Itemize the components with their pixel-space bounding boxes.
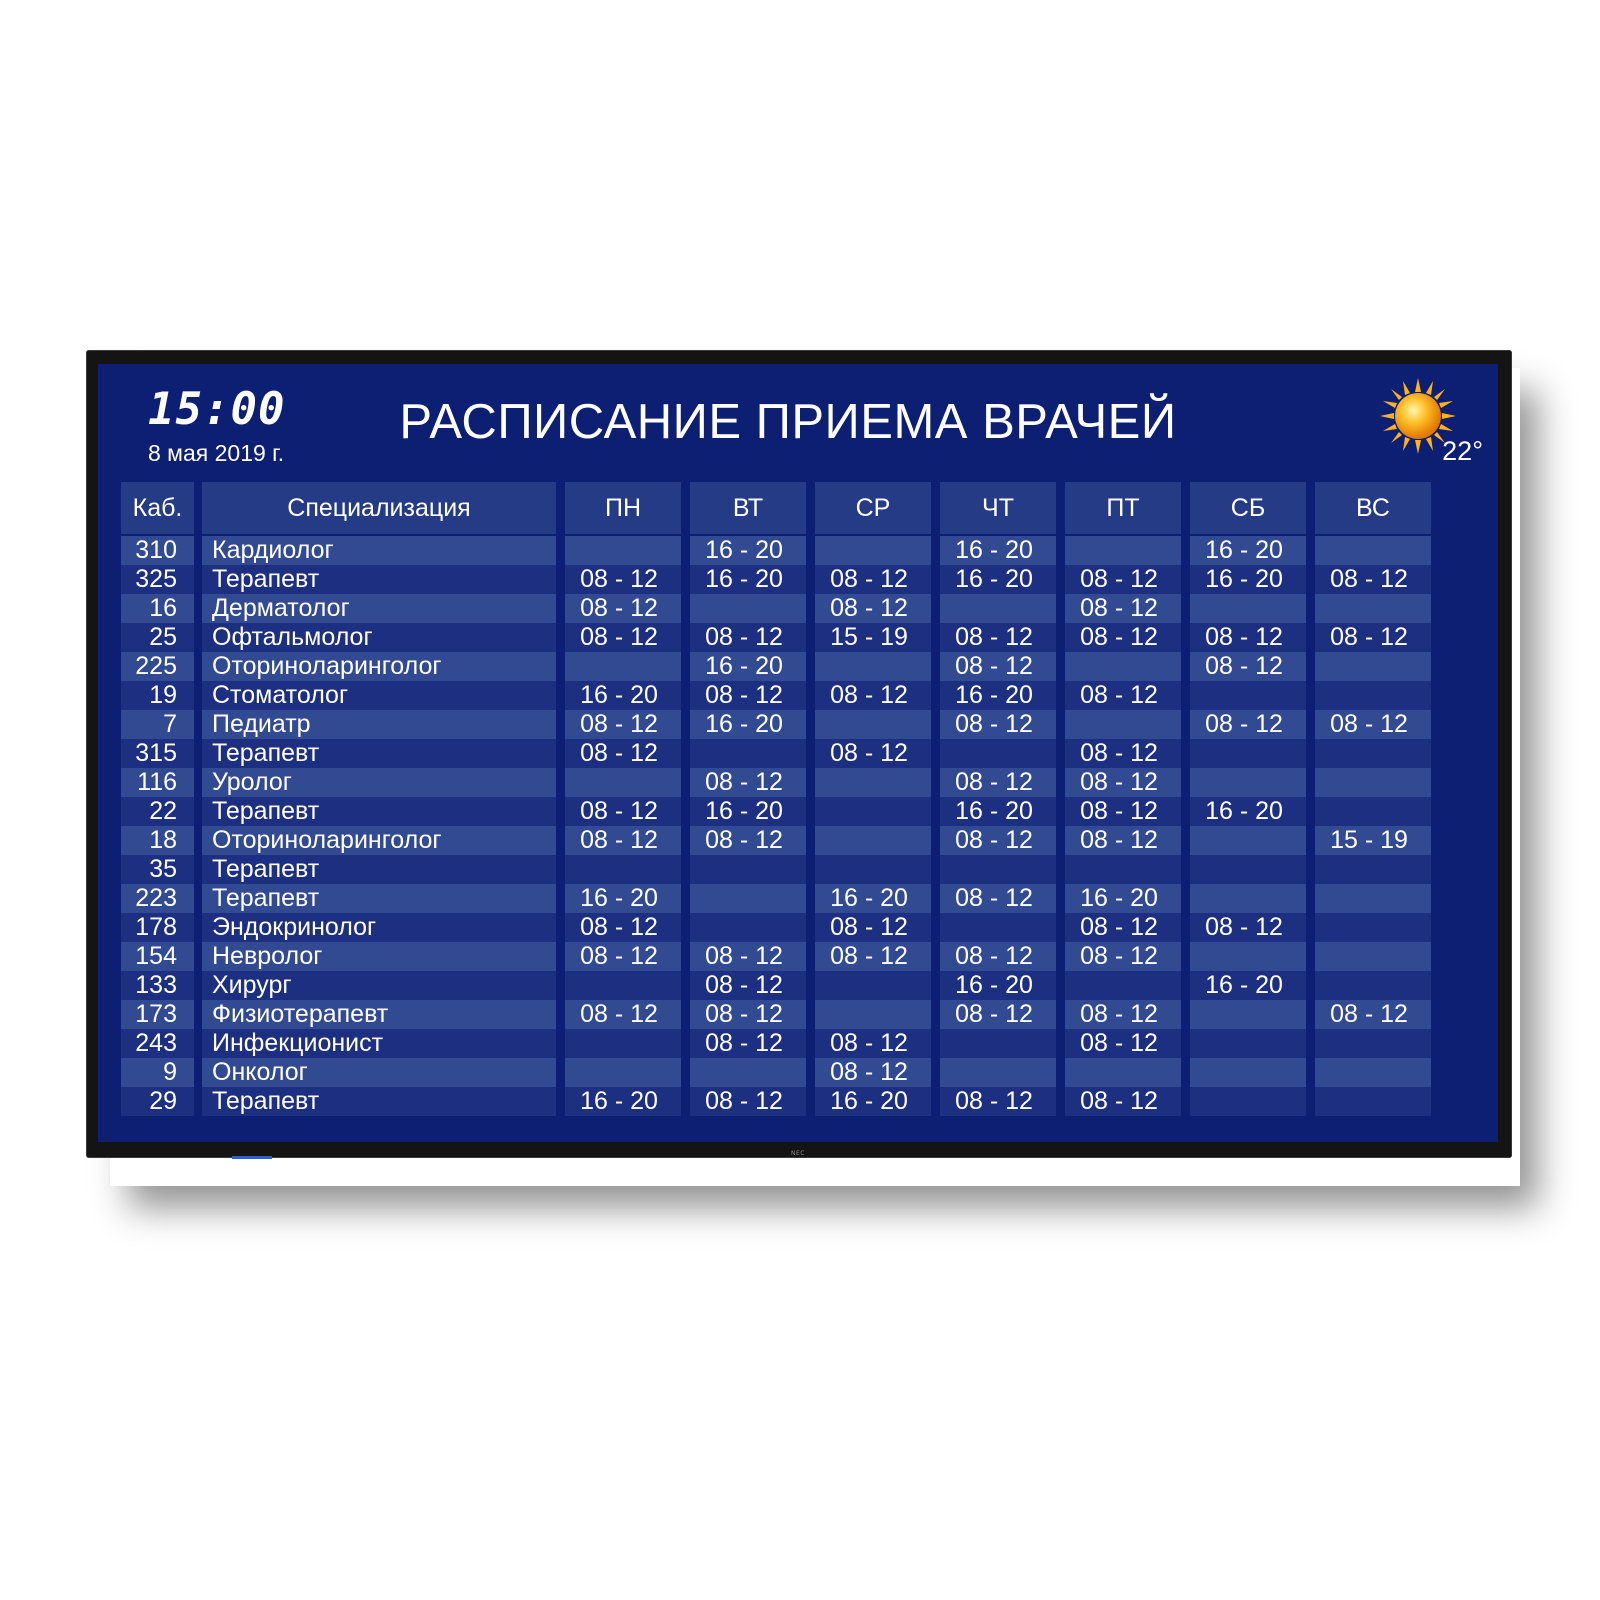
hours-sun: 08 - 12 xyxy=(1315,710,1431,739)
hours-tue xyxy=(690,855,806,884)
room-number: 22 xyxy=(121,797,194,826)
hours-wed xyxy=(815,855,931,884)
hours-wed: 08 - 12 xyxy=(815,565,931,594)
hours-sun xyxy=(1315,913,1431,942)
hours-tue: 08 - 12 xyxy=(690,1087,806,1116)
hours-wed: 15 - 19 xyxy=(815,623,931,652)
tv-power-indicator xyxy=(232,1156,272,1159)
hours-mon: 08 - 12 xyxy=(565,942,681,971)
hours-wed: 08 - 12 xyxy=(815,942,931,971)
clock: 15:00 xyxy=(148,384,286,435)
hours-tue: 08 - 12 xyxy=(690,971,806,1000)
specialization: Дерматолог xyxy=(202,594,556,623)
room-number: 19 xyxy=(121,681,194,710)
specialization: Терапевт xyxy=(202,739,556,768)
hours-mon: 16 - 20 xyxy=(565,1087,681,1116)
hours-thu xyxy=(940,913,1056,942)
hours-tue: 16 - 20 xyxy=(690,710,806,739)
specialization: Терапевт xyxy=(202,1087,556,1116)
hours-sun xyxy=(1315,594,1431,623)
room-number: 18 xyxy=(121,826,194,855)
hours-sat: 16 - 20 xyxy=(1190,971,1306,1000)
hours-sat: 08 - 12 xyxy=(1190,710,1306,739)
column-header-thu: ЧТ xyxy=(940,482,1056,534)
hours-thu xyxy=(940,739,1056,768)
hours-wed: 08 - 12 xyxy=(815,913,931,942)
hours-fri xyxy=(1065,971,1181,1000)
hours-fri xyxy=(1065,1058,1181,1087)
hours-sat xyxy=(1190,1058,1306,1087)
hours-wed xyxy=(815,971,931,1000)
hours-fri: 08 - 12 xyxy=(1065,681,1181,710)
column-header-room: Каб. xyxy=(121,482,194,534)
column-header-mon: ПН xyxy=(565,482,681,534)
hours-thu: 16 - 20 xyxy=(940,536,1056,565)
hours-thu: 08 - 12 xyxy=(940,884,1056,913)
hours-wed: 08 - 12 xyxy=(815,681,931,710)
hours-thu: 08 - 12 xyxy=(940,942,1056,971)
hours-mon xyxy=(565,1058,681,1087)
specialization: Эндокринолог xyxy=(202,913,556,942)
hours-sun xyxy=(1315,855,1431,884)
specialization: Инфекционист xyxy=(202,1029,556,1058)
hours-fri: 16 - 20 xyxy=(1065,884,1181,913)
room-number: 9 xyxy=(121,1058,194,1087)
specialization: Офтальмолог xyxy=(202,623,556,652)
hours-fri xyxy=(1065,855,1181,884)
column-header-sat: СБ xyxy=(1190,482,1306,534)
specialization: Педиатр xyxy=(202,710,556,739)
hours-sun: 08 - 12 xyxy=(1315,1000,1431,1029)
hours-sun xyxy=(1315,1058,1431,1087)
hours-fri: 08 - 12 xyxy=(1065,739,1181,768)
hours-thu: 16 - 20 xyxy=(940,971,1056,1000)
hours-thu: 08 - 12 xyxy=(940,1087,1056,1116)
hours-wed xyxy=(815,826,931,855)
hours-sat xyxy=(1190,739,1306,768)
hours-thu xyxy=(940,594,1056,623)
specialization: Оториноларинголог xyxy=(202,652,556,681)
hours-sat xyxy=(1190,1087,1306,1116)
hours-fri: 08 - 12 xyxy=(1065,1087,1181,1116)
hours-mon: 08 - 12 xyxy=(565,913,681,942)
room-number: 35 xyxy=(121,855,194,884)
hours-sun xyxy=(1315,681,1431,710)
room-number: 116 xyxy=(121,768,194,797)
hours-tue xyxy=(690,913,806,942)
hours-fri: 08 - 12 xyxy=(1065,942,1181,971)
hours-sun xyxy=(1315,768,1431,797)
page-title: РАСПИСАНИЕ ПРИЕМА ВРАЧЕЙ xyxy=(399,395,1177,449)
hours-wed xyxy=(815,768,931,797)
hours-fri: 08 - 12 xyxy=(1065,1000,1181,1029)
column-header-wed: СР xyxy=(815,482,931,534)
hours-mon: 08 - 12 xyxy=(565,710,681,739)
hours-fri: 08 - 12 xyxy=(1065,594,1181,623)
specialization: Невролог xyxy=(202,942,556,971)
room-number: 16 xyxy=(121,594,194,623)
room-number: 29 xyxy=(121,1087,194,1116)
hours-mon: 16 - 20 xyxy=(565,681,681,710)
hours-sat: 16 - 20 xyxy=(1190,797,1306,826)
hours-mon xyxy=(565,536,681,565)
hours-sat: 08 - 12 xyxy=(1190,652,1306,681)
hours-wed xyxy=(815,1000,931,1029)
hours-thu: 08 - 12 xyxy=(940,623,1056,652)
hours-tue: 08 - 12 xyxy=(690,942,806,971)
hours-wed xyxy=(815,652,931,681)
room-number: 243 xyxy=(121,1029,194,1058)
hours-tue: 08 - 12 xyxy=(690,1029,806,1058)
hours-thu: 16 - 20 xyxy=(940,797,1056,826)
specialization: Терапевт xyxy=(202,855,556,884)
hours-sat xyxy=(1190,855,1306,884)
specialization: Терапевт xyxy=(202,565,556,594)
hours-tue: 08 - 12 xyxy=(690,623,806,652)
hours-thu: 16 - 20 xyxy=(940,565,1056,594)
room-number: 133 xyxy=(121,971,194,1000)
hours-mon: 08 - 12 xyxy=(565,739,681,768)
hours-sat: 16 - 20 xyxy=(1190,565,1306,594)
hours-thu: 08 - 12 xyxy=(940,1000,1056,1029)
specialization: Терапевт xyxy=(202,797,556,826)
hours-thu xyxy=(940,1029,1056,1058)
hours-fri: 08 - 12 xyxy=(1065,623,1181,652)
specialization: Физиотерапевт xyxy=(202,1000,556,1029)
hours-sun xyxy=(1315,652,1431,681)
room-number: 25 xyxy=(121,623,194,652)
hours-sun xyxy=(1315,1087,1431,1116)
hours-thu: 08 - 12 xyxy=(940,652,1056,681)
hours-sun xyxy=(1315,942,1431,971)
hours-fri: 08 - 12 xyxy=(1065,768,1181,797)
hours-tue xyxy=(690,884,806,913)
hours-wed xyxy=(815,710,931,739)
hours-tue: 08 - 12 xyxy=(690,768,806,797)
hours-mon: 08 - 12 xyxy=(565,623,681,652)
hours-sat xyxy=(1190,1029,1306,1058)
room-number: 225 xyxy=(121,652,194,681)
hours-tue xyxy=(690,594,806,623)
hours-fri: 08 - 12 xyxy=(1065,826,1181,855)
hours-sun xyxy=(1315,1029,1431,1058)
hours-tue: 16 - 20 xyxy=(690,652,806,681)
specialization: Терапевт xyxy=(202,884,556,913)
hours-sat: 16 - 20 xyxy=(1190,536,1306,565)
hours-mon: 08 - 12 xyxy=(565,594,681,623)
hours-wed xyxy=(815,797,931,826)
hours-sat xyxy=(1190,768,1306,797)
column-header-fri: ПТ xyxy=(1065,482,1181,534)
hours-wed: 16 - 20 xyxy=(815,884,931,913)
hours-wed: 08 - 12 xyxy=(815,1058,931,1087)
column-header-sun: ВС xyxy=(1315,482,1431,534)
hours-mon: 08 - 12 xyxy=(565,826,681,855)
hours-mon xyxy=(565,652,681,681)
hours-mon: 16 - 20 xyxy=(565,884,681,913)
hours-wed: 08 - 12 xyxy=(815,594,931,623)
hours-fri xyxy=(1065,652,1181,681)
room-number: 173 xyxy=(121,1000,194,1029)
hours-tue: 08 - 12 xyxy=(690,1000,806,1029)
hours-mon: 08 - 12 xyxy=(565,565,681,594)
room-number: 223 xyxy=(121,884,194,913)
hours-wed xyxy=(815,536,931,565)
schedule-screen xyxy=(98,364,1498,1142)
room-number: 178 xyxy=(121,913,194,942)
hours-sat: 08 - 12 xyxy=(1190,913,1306,942)
hours-tue: 16 - 20 xyxy=(690,797,806,826)
hours-mon xyxy=(565,1029,681,1058)
room-number: 310 xyxy=(121,536,194,565)
hours-fri: 08 - 12 xyxy=(1065,797,1181,826)
hours-fri xyxy=(1065,710,1181,739)
tv-brand-logo: NEC xyxy=(791,1150,805,1157)
hours-tue: 08 - 12 xyxy=(690,681,806,710)
hours-thu xyxy=(940,855,1056,884)
room-number: 7 xyxy=(121,710,194,739)
hours-sat: 08 - 12 xyxy=(1190,623,1306,652)
hours-wed: 08 - 12 xyxy=(815,739,931,768)
hours-sun xyxy=(1315,884,1431,913)
hours-wed: 08 - 12 xyxy=(815,1029,931,1058)
hours-mon: 08 - 12 xyxy=(565,797,681,826)
column-header-tue: ВТ xyxy=(690,482,806,534)
hours-tue: 08 - 12 xyxy=(690,826,806,855)
room-number: 325 xyxy=(121,565,194,594)
hours-sun xyxy=(1315,536,1431,565)
hours-mon xyxy=(565,971,681,1000)
hours-sat xyxy=(1190,884,1306,913)
hours-sat xyxy=(1190,594,1306,623)
hours-fri xyxy=(1065,536,1181,565)
hours-sun xyxy=(1315,797,1431,826)
hours-fri: 08 - 12 xyxy=(1065,565,1181,594)
hours-thu xyxy=(940,1058,1056,1087)
date: 8 мая 2019 г. xyxy=(148,440,285,466)
specialization: Онколог xyxy=(202,1058,556,1087)
hours-fri: 08 - 12 xyxy=(1065,1029,1181,1058)
hours-sat xyxy=(1190,942,1306,971)
specialization: Оториноларинголог xyxy=(202,826,556,855)
column-header-specialization: Специализация xyxy=(202,482,556,534)
hours-sun: 08 - 12 xyxy=(1315,565,1431,594)
hours-tue xyxy=(690,1058,806,1087)
temperature: 22° xyxy=(1442,436,1483,466)
hours-sun xyxy=(1315,971,1431,1000)
specialization: Кардиолог xyxy=(202,536,556,565)
hours-sun: 15 - 19 xyxy=(1315,826,1431,855)
hours-mon xyxy=(565,768,681,797)
hours-tue xyxy=(690,739,806,768)
hours-thu: 16 - 20 xyxy=(940,681,1056,710)
hours-wed: 16 - 20 xyxy=(815,1087,931,1116)
specialization: Стоматолог xyxy=(202,681,556,710)
hours-thu: 08 - 12 xyxy=(940,768,1056,797)
specialization: Уролог xyxy=(202,768,556,797)
room-number: 154 xyxy=(121,942,194,971)
hours-tue: 16 - 20 xyxy=(690,565,806,594)
hours-tue: 16 - 20 xyxy=(690,536,806,565)
hours-thu: 08 - 12 xyxy=(940,826,1056,855)
hours-thu: 08 - 12 xyxy=(940,710,1056,739)
specialization: Хирург xyxy=(202,971,556,1000)
hours-sat xyxy=(1190,1000,1306,1029)
hours-fri: 08 - 12 xyxy=(1065,913,1181,942)
hours-sat xyxy=(1190,681,1306,710)
room-number: 315 xyxy=(121,739,194,768)
hours-mon: 08 - 12 xyxy=(565,1000,681,1029)
hours-sun xyxy=(1315,739,1431,768)
hours-sat xyxy=(1190,826,1306,855)
hours-mon xyxy=(565,855,681,884)
hours-sun: 08 - 12 xyxy=(1315,623,1431,652)
